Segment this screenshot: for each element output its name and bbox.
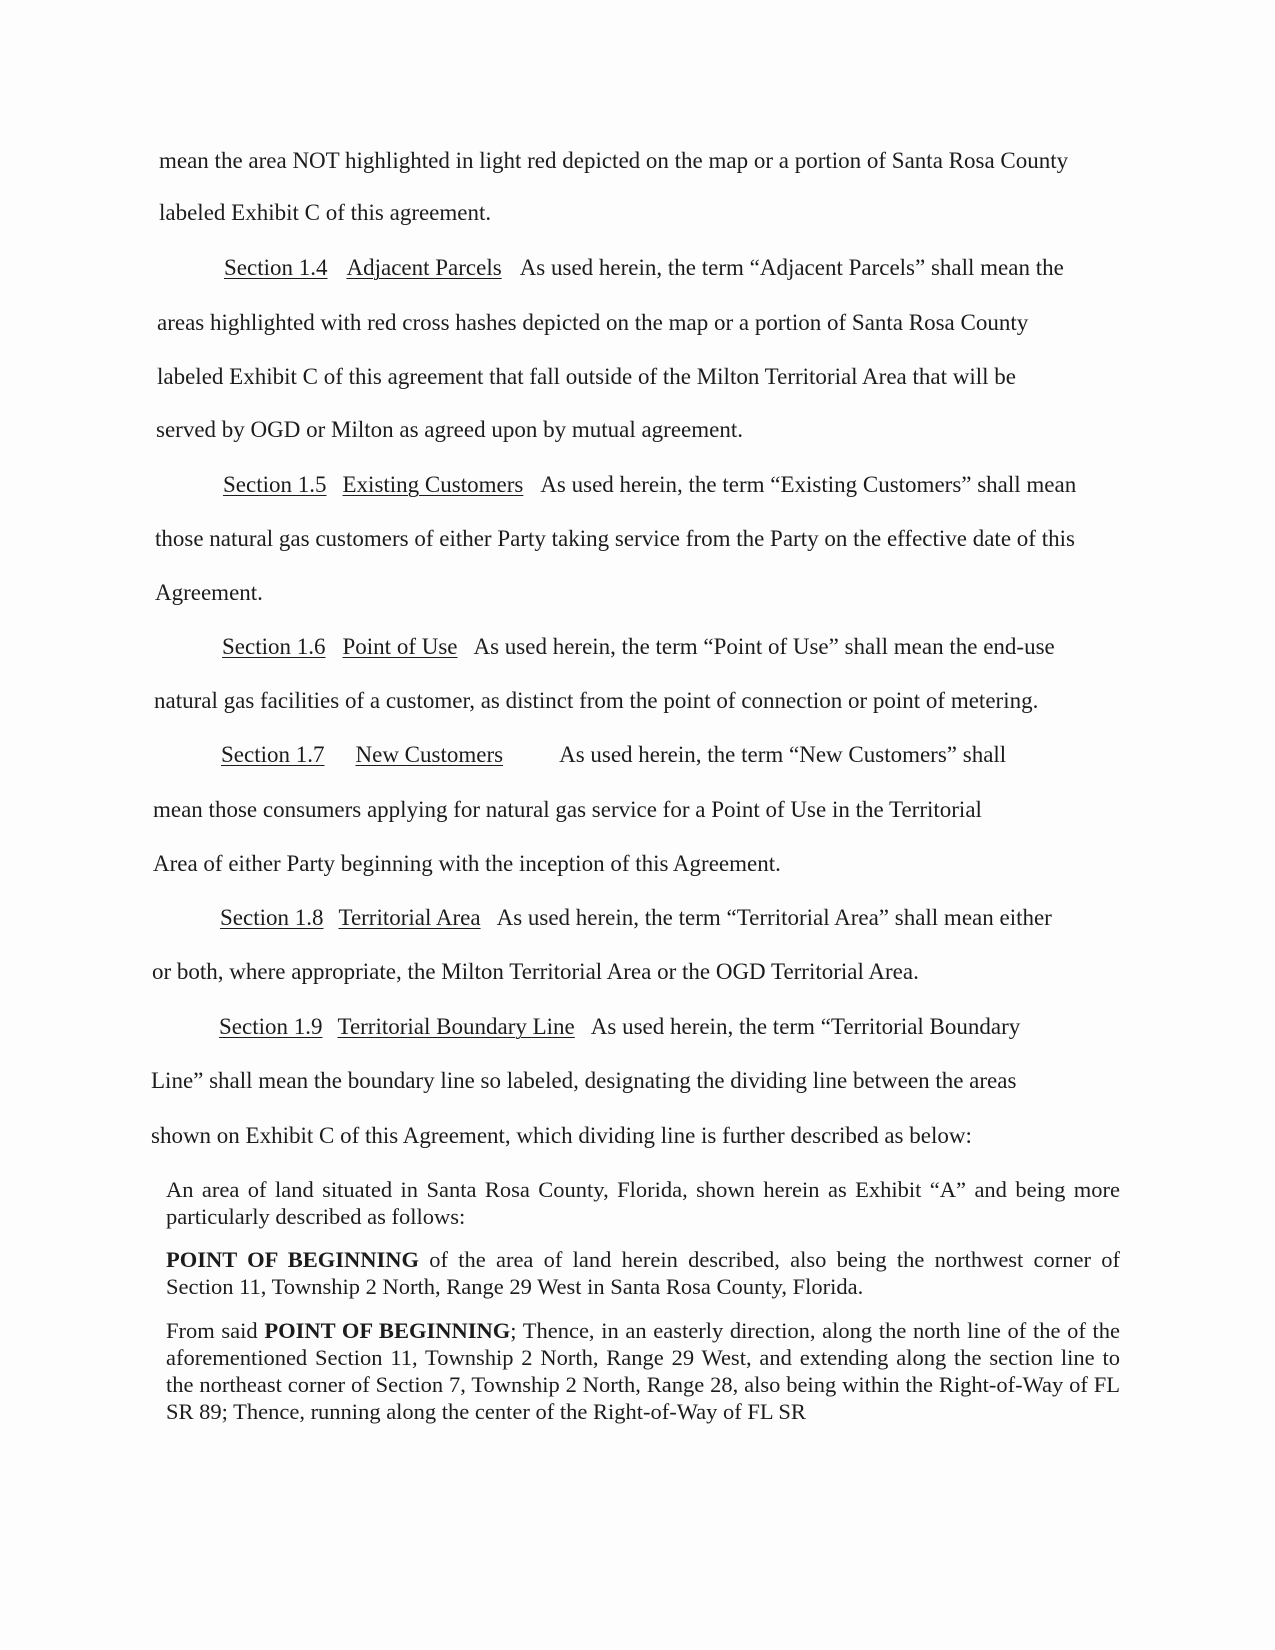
section-title: Point of Use <box>342 634 458 659</box>
section-text: As used herein, the term “Territorial Boundary <box>590 1014 1021 1039</box>
section-text: As used herein, the term “Existing Customers” shall mean <box>540 472 1077 497</box>
section-number: Section 1.6 <box>222 634 326 659</box>
section-heading-1-7 <box>221 741 1006 769</box>
section-number: Section 1.5 <box>223 472 327 497</box>
section-heading-1-5 <box>223 471 1076 499</box>
body-text-line: mean the area NOT highlighted in light red depicted on the map or a portion of Santa Rosa County <box>159 148 1069 173</box>
body-text-line: served by OGD or Milton as agreed upon by mutual agreement. <box>156 417 743 442</box>
body-text-line: labeled Exhibit C of this agreement that fall outside of the Milton Territorial Area that will be <box>157 364 1016 389</box>
body-text-line: natural gas facilities of a customer, as distinct from the point of connection or point of metering. <box>154 688 1039 713</box>
body-text-line: areas highlighted with red cross hashes depicted on the map or a portion of Santa Rosa County <box>157 310 1029 335</box>
legal-description-bearing <box>166 1317 1120 1425</box>
section-number: Section 1.9 <box>219 1014 323 1039</box>
section-number: Section 1.8 <box>220 905 324 930</box>
bold-term: POINT OF BEGINNING <box>264 1318 511 1343</box>
bold-term: POINT OF BEGINNING <box>166 1247 420 1272</box>
section-heading-1-8 <box>220 904 1052 932</box>
section-text: As used herein, the term “New Customers” shall <box>559 742 1007 767</box>
section-number: Section 1.7 <box>221 742 325 767</box>
section-number: Section 1.4 <box>224 255 328 280</box>
body-text-line: labeled Exhibit C of this agreement. <box>159 200 492 225</box>
paragraph-text: From said <box>166 1318 265 1343</box>
body-text-line: Agreement. <box>155 580 263 605</box>
section-text: As used herein, the term “Territorial Area” shall mean either <box>496 905 1052 930</box>
section-title: Existing Customers <box>342 472 524 497</box>
section-heading-1-6 <box>222 633 1055 661</box>
paragraph-text: ; Thence, in an easterly direction, along the north line of the of the aforementioned Section 11, Township 2 North, Range 29 West, and extending along the section line to the northeast corner of Section 7, Township 2 North, Range 28, also being within the Right-of-Way of FL SR 89; Thence, running along the center of the Right-of-Way of FL SR <box>166 1318 1120 1424</box>
section-text: As used herein, the term “Adjacent Parcels” shall mean the <box>519 255 1064 280</box>
body-text-line: or both, where appropriate, the Milton Territorial Area or the OGD Territorial Area. <box>152 959 919 984</box>
section-title: Territorial Boundary Line <box>337 1014 575 1039</box>
section-title: Adjacent Parcels <box>346 255 502 280</box>
body-text-line: Area of either Party beginning with the inception of this Agreement. <box>153 851 781 876</box>
legal-description-intro: An area of land situated in Santa Rosa County, Florida, shown herein as Exhibit “A” and being more particularly described as follows: <box>166 1177 1120 1229</box>
body-text-line: Line” shall mean the boundary line so labeled, designating the dividing line between the areas <box>151 1068 1017 1093</box>
legal-description-point-of-beginning <box>166 1246 1120 1300</box>
section-heading-1-4 <box>224 254 1064 282</box>
body-text-line: those natural gas customers of either Party taking service from the Party on the effective date of this <box>155 526 1075 551</box>
body-text-line: shown on Exhibit C of this Agreement, which dividing line is further described as below: <box>151 1123 972 1148</box>
section-title: New Customers <box>355 742 504 767</box>
section-heading-1-9 <box>219 1013 1020 1041</box>
body-text-line: mean those consumers applying for natural gas service for a Point of Use in the Territorial <box>153 797 982 822</box>
paragraph-text: of the area of land herein described, also being the northwest corner of Section 11, Township 2 North, Range 29 West in Santa Rosa County, Florida. <box>166 1247 1120 1299</box>
section-text: As used herein, the term “Point of Use” shall mean the end-use <box>473 634 1055 659</box>
section-title: Territorial Area <box>338 905 481 930</box>
